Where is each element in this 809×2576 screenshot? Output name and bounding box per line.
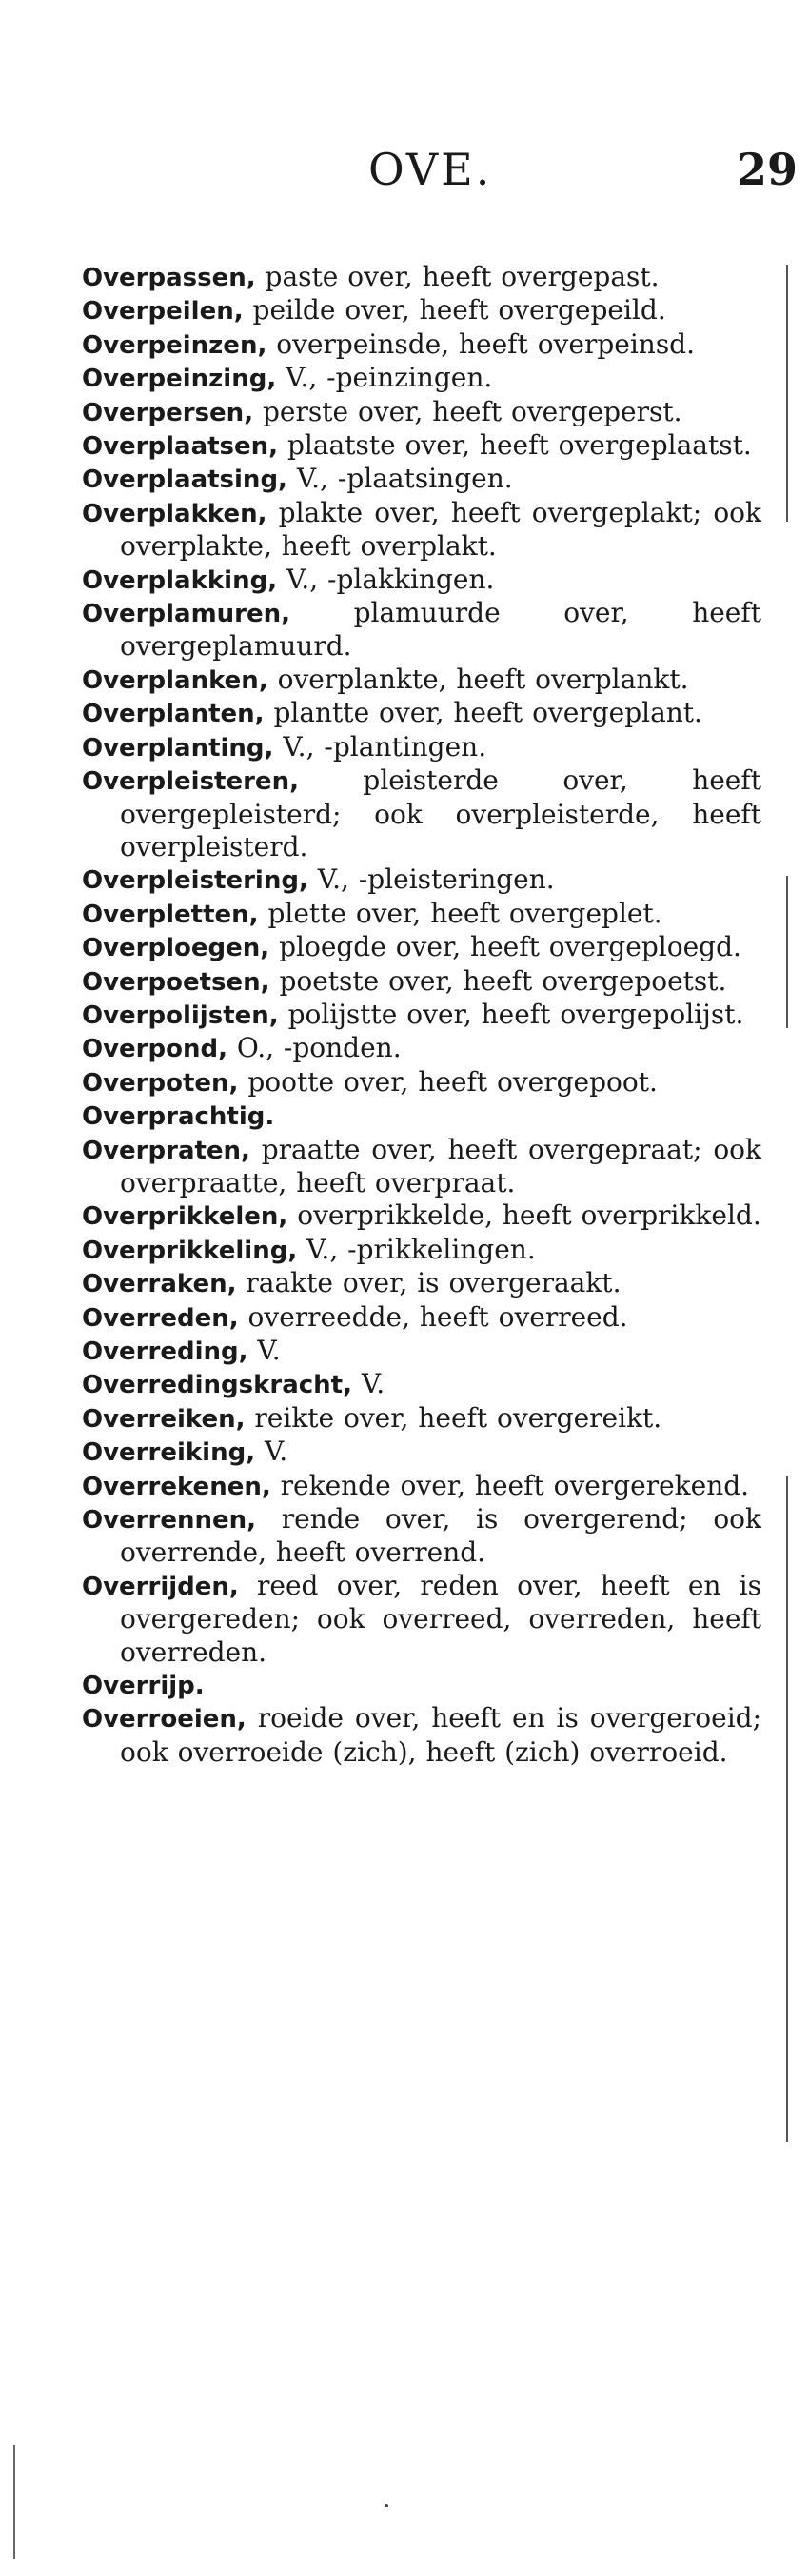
dictionary-entry — [82, 597, 761, 664]
entry-headword: Overroeien, — [82, 1705, 247, 1734]
column-rule — [786, 265, 788, 522]
entry-definition: V. — [361, 1368, 385, 1400]
dictionary-entry — [82, 1402, 761, 1436]
entry-headword: Overprachtig. — [82, 1102, 275, 1132]
entry-headword: Overpassen, — [82, 264, 256, 292]
entry-headword: Overpraten, — [82, 1136, 250, 1165]
dictionary-entry — [82, 1470, 761, 1503]
entry-headword: Overpolijsten, — [82, 1001, 279, 1030]
margin-rule — [13, 2445, 15, 2559]
entry-definition: ploegde over, heeft overgeploegd. — [279, 931, 741, 963]
entry-definition: overpeinsde, heeft overpeinsd. — [276, 327, 696, 360]
entry-headword: Overpond, — [82, 1035, 227, 1064]
entry-definition: overprikkelde, heeft overprikkeld. — [297, 1199, 761, 1232]
entry-headword: Overrekenen, — [82, 1472, 271, 1501]
dictionary-entry — [82, 1134, 761, 1200]
dictionary-entry — [82, 764, 761, 863]
dictionary-entry — [82, 463, 761, 496]
dictionary-entry — [82, 1032, 761, 1065]
dictionary-entry — [82, 1669, 761, 1702]
entry-definition: poetste over, heeft overgepoetst. — [279, 964, 727, 997]
entry-definition: plantte over, heeft overgeplant. — [273, 697, 702, 729]
entry-headword: Overplanten, — [82, 700, 265, 729]
entry-headword: Overpoetsen, — [82, 967, 270, 997]
dictionary-entry — [82, 664, 761, 697]
entry-definition: rekende over, heeft overgerekend. — [280, 1469, 750, 1501]
entry-headword: Overploegen, — [82, 934, 270, 963]
entry-definition: peilde over, heeft overgepeild. — [252, 294, 666, 327]
entry-headword: Overplakking, — [82, 565, 278, 595]
entry-definition: V., -peinzingen. — [286, 362, 493, 394]
dictionary-entry — [82, 1199, 761, 1233]
entry-headword: Overplaatsing, — [82, 466, 287, 495]
entry-definition: roeide over, heeft en is overgeroeid; ook overroeide (zich), heeft (zich) overroeid. — [120, 1702, 762, 1768]
dictionary-entry — [82, 1368, 761, 1401]
dictionary-entry — [82, 497, 761, 564]
dictionary-entry — [82, 1702, 761, 1769]
entry-headword: Overreiking, — [82, 1438, 256, 1468]
entry-definition: raakte over, is overgeraakt. — [246, 1267, 622, 1299]
entry-headword: Overprikkelen, — [82, 1202, 288, 1232]
column-rule — [786, 876, 788, 1028]
entry-definition: V., -prikkelingen. — [306, 1233, 536, 1265]
entry-headword: Overplamuren, — [82, 600, 291, 629]
entry-headword: Overredingskracht, — [82, 1371, 352, 1400]
dictionary-entry — [82, 1066, 761, 1100]
entry-definition: praatte over, heeft overgepraat; ook overpraatte, heeft overpraat. — [120, 1133, 761, 1199]
entry-headword: Overplakken, — [82, 499, 267, 528]
dictionary-entry — [82, 1234, 761, 1267]
dictionary-entry — [82, 294, 761, 327]
dictionary-entry — [82, 261, 761, 294]
entry-definition: O., -ponden. — [236, 1032, 402, 1064]
entry-headword: Overplanting, — [82, 733, 274, 763]
entry-definition: V., -plantingen. — [283, 730, 487, 763]
dictionary-entry — [82, 1100, 761, 1133]
column-rule — [786, 1476, 788, 2142]
entry-headword: Overpeilen, — [82, 297, 244, 327]
entry-definition: paste over, heeft overgepast. — [265, 261, 660, 292]
entry-headword: Overpleisteren, — [82, 767, 299, 797]
dictionary-entry-list — [82, 261, 761, 1769]
dictionary-entry — [82, 328, 761, 362]
dictionary-entry — [82, 1436, 761, 1469]
entry-definition: V., -plaatsingen. — [296, 463, 513, 495]
entry-definition: overreedde, heeft overreed. — [247, 1300, 628, 1333]
entry-definition: V. — [257, 1335, 281, 1366]
entry-headword: Overplaatsen, — [82, 432, 279, 462]
entry-definition: overplankte, heeft overplankt. — [277, 663, 689, 695]
entry-headword: Overpleistering, — [82, 866, 308, 896]
entry-headword: Overpersen, — [82, 398, 254, 427]
entry-definition: polijstte over, heeft overgepolijst. — [287, 998, 744, 1030]
entry-headword: Overreiken, — [82, 1404, 246, 1434]
entry-headword: Overreding, — [82, 1338, 248, 1366]
entry-definition: reikte over, heeft overgereikt. — [254, 1401, 662, 1434]
dictionary-entry — [82, 697, 761, 730]
entry-definition: perste over, heeft overgeperst. — [262, 395, 682, 427]
dictionary-entry — [82, 1503, 761, 1570]
dictionary-entry — [82, 965, 761, 999]
running-head: OVE. — [368, 144, 493, 195]
entry-headword: Overreden, — [82, 1303, 239, 1333]
page-header — [0, 141, 809, 198]
entry-headword: Overraken, — [82, 1270, 237, 1299]
dictionary-entry — [82, 863, 761, 897]
entry-definition: V., -pleisteringen. — [317, 863, 555, 896]
entry-headword: Overplanken, — [82, 665, 268, 695]
entry-definition: plakte over, heeft overgeplakt; ook overplakte, heeft overplakt. — [120, 496, 761, 563]
dictionary-entry — [82, 1570, 761, 1669]
entry-definition: plaatste over, heeft overgeplaatst. — [286, 429, 752, 462]
dictionary-entry — [82, 1301, 761, 1335]
entry-headword: Overpoten, — [82, 1068, 239, 1098]
entry-definition: plamuurde over, heeft overgeplamuurd. — [120, 597, 761, 663]
entry-definition: V., -plakkingen. — [286, 563, 495, 595]
entry-headword: Overpletten, — [82, 900, 259, 929]
dictionary-entry — [82, 898, 761, 931]
entry-definition: V. — [264, 1436, 288, 1468]
dictionary-entry — [82, 999, 761, 1032]
paper-speck — [385, 2504, 388, 2507]
page-number: 29 — [736, 144, 798, 195]
dictionary-entry — [82, 931, 761, 964]
dictionary-entry — [82, 1335, 761, 1368]
dictionary-entry — [82, 429, 761, 463]
dictionary-entry — [82, 362, 761, 395]
dictionary-entry — [82, 1267, 761, 1300]
entry-headword: Overrijden, — [82, 1572, 239, 1601]
entry-headword: Overpeinzing, — [82, 365, 277, 394]
entry-headword: Overprikkeling, — [82, 1236, 298, 1265]
entry-definition: reed over, reden over, heeft en is overgereden; ook overreed, overreden, heeft overreden. — [120, 1569, 761, 1668]
dictionary-entry — [82, 564, 761, 597]
entry-definition: rende over, is overgerend; ook overrende, heeft overrend. — [120, 1503, 761, 1569]
entry-definition: pootte over, heeft overgepoot. — [247, 1065, 658, 1098]
dictionary-entry — [82, 396, 761, 429]
entry-headword: Overrijp. — [82, 1672, 205, 1701]
entry-definition: pleisterde over, heeft overgepleisterd; ook overpleisterde, heeft overpleisterd. — [120, 764, 761, 862]
entry-headword: Overpeinzen, — [82, 330, 267, 360]
entry-headword: Overrennen, — [82, 1506, 257, 1536]
dictionary-entry — [82, 731, 761, 764]
entry-definition: plette over, heeft overgeplet. — [267, 897, 662, 929]
